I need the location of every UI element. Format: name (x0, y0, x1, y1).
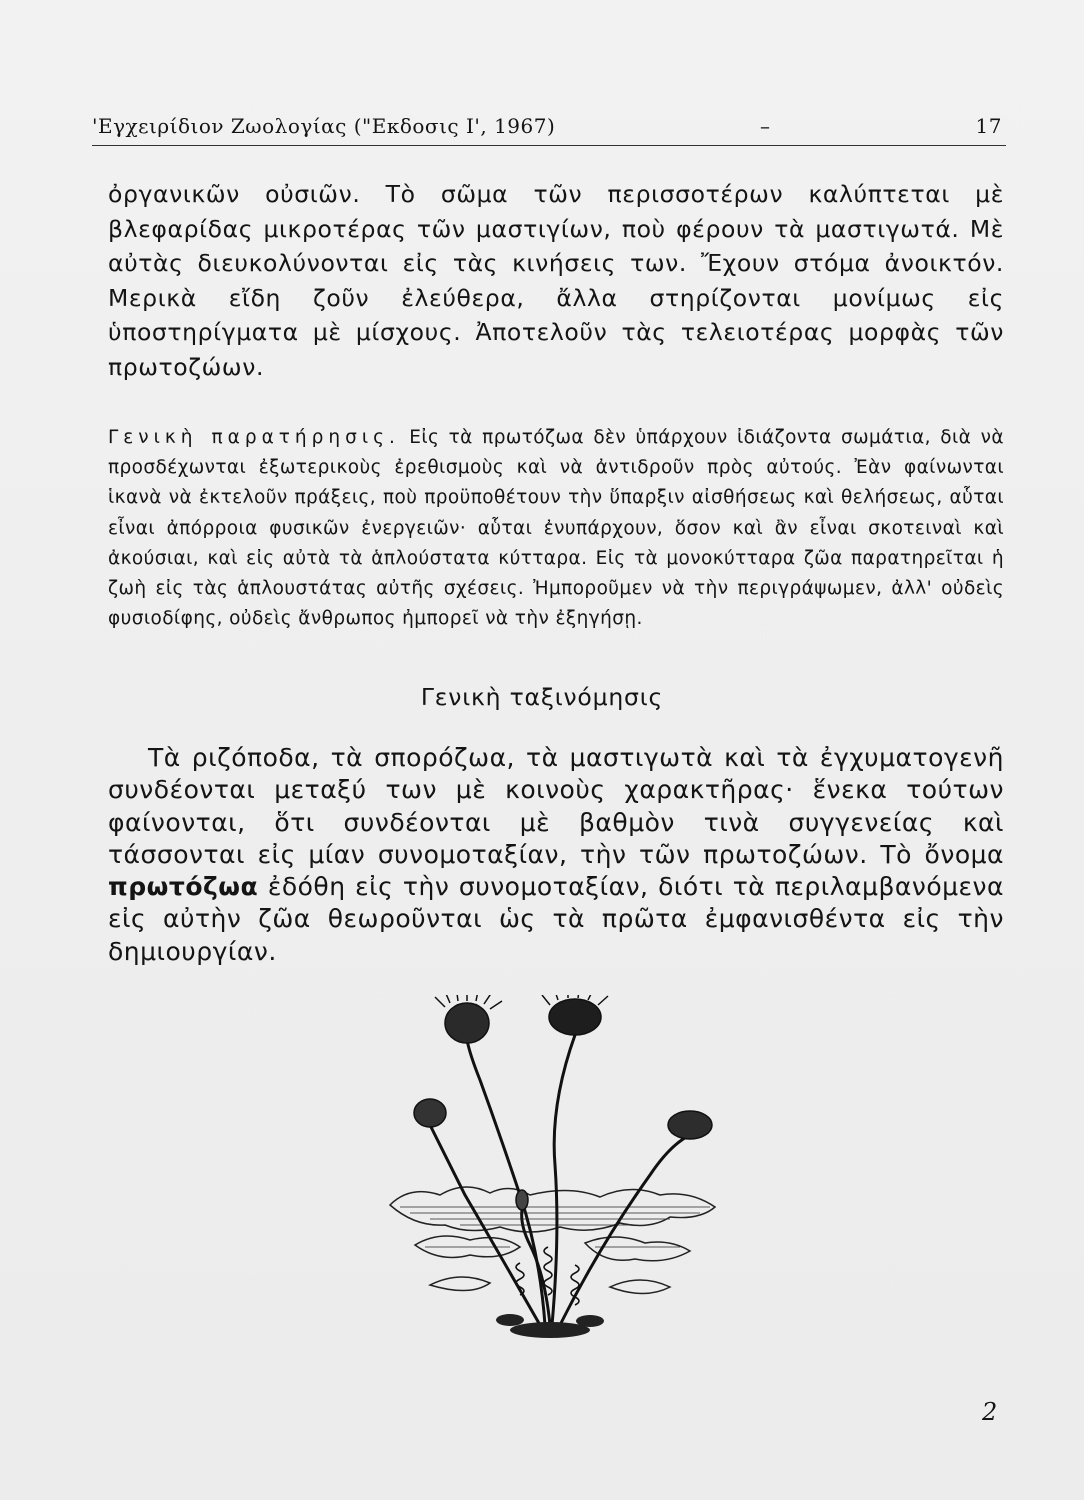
running-header (92, 110, 1006, 142)
page-number: 17 (975, 114, 1002, 138)
classification-text-2: ἐδόθη εἰς τὴν συνομοταξίαν, διότι τὰ περιλαμβανόμενα εἰς αὐτὴν ζῶα θεωροῦνται ὡς τὰ πρῶτα ἐμφανισθέντα εἰς τὴν δημιουργίαν. (108, 872, 1004, 966)
section-heading: Γενικὴ ταξινόμησις (420, 683, 664, 711)
vorticella-illustration (370, 995, 730, 1345)
header-rule (92, 145, 1006, 146)
paragraph-general-remark (108, 423, 1004, 634)
header-dash: – (760, 114, 771, 138)
classification-text-1: Τὰ ριζόποδα, τὰ σπορόζωα, τὰ μαστιγωτὰ καὶ τὰ ἐγχυματογενῆ συνδέονται μεταξύ των μὲ κοινοὺς χαρακτῆρας· ἕνεκα τούτων φαίνονται, ὅτι συνδέονται μὲ βαθμὸν τινὰ συγγενείας καὶ τάσσονται εἰς μίαν συνομοταξίαν, τὴν τῶν πρωτοζώων. Τὸ ὄνομα (108, 743, 1004, 869)
header-title: 'Εγχειρίδιον Ζωολογίας ("Εκδοσις Ι', 1967) (92, 114, 556, 138)
sheet-signature: 2 (982, 1398, 998, 1426)
bold-term: πρωτόζωα (108, 872, 259, 902)
paragraph-ciliates: ὀργανικῶν οὐσιῶν. Τὸ σῶμα τῶν περισσοτέρων καλύπτεται μὲ βλεφαρίδας μικροτέρας τῶν μαστιγίων, ποὺ φέρουν τὰ μαστιγωτά. Μὲ αὐτὰς διευκολύνονται εἰς τὰς κινήσεις των. Ἔχουν στόμα ἀνοικτόν. Μερικὰ εἴδη ζοῦν ἐλεύθερα, ἄλλα στηρίζονται μονίμως εἰς ὑποστηρίγματα μὲ μίσχους. Ἀποτελοῦν τὰς τελειοτέρας μορφὰς τῶν πρωτοζώων. (108, 180, 1004, 381)
remark-lead: Γενικὴ παρατήρησις. (108, 427, 400, 448)
paragraph-classification (108, 742, 1004, 968)
remark-text: Εἰς τὰ πρωτόζωα δὲν ὑπάρχουν ἰδιάζοντα σωμάτια, διὰ νὰ προσδέχωνται ἐξωτερικοὺς ἐρεθισμοὺς καὶ νὰ ἀντιδροῦν πρὸς αὐτούς. Ἐὰν φαίνωνται ἱκανὰ νὰ ἐκτελοῦν πράξεις, ποὺ προϋποθέτουν τὴν ὕπαρξιν αἰσθήσεως καὶ θελήσεως, αὗται εἶναι ἀπόρροια φυσικῶν ἐνεργειῶν· αὗται ἐνυπάρχουν, ὅσον καὶ ἂν εἶναι σκοτειναὶ καὶ ἀκούσιαι, καὶ εἰς αὐτὰ τὰ ἁπλούστατα κύτταρα. Εἰς τὰ μονοκύτταρα ζῶα παρατηρεῖται ἡ ζωὴ εἰς τὰς ἁπλουστάτας αὐτῆς σχέσεις. Ἠμποροῦμεν νὰ τὴν περιγράψωμεν, ἀλλ' οὐδεὶς φυσιοδίφης, οὐδεὶς ἄνθρωπος ἠμπορεῖ νὰ τὴν ἐξηγήσῃ. (108, 427, 1004, 630)
